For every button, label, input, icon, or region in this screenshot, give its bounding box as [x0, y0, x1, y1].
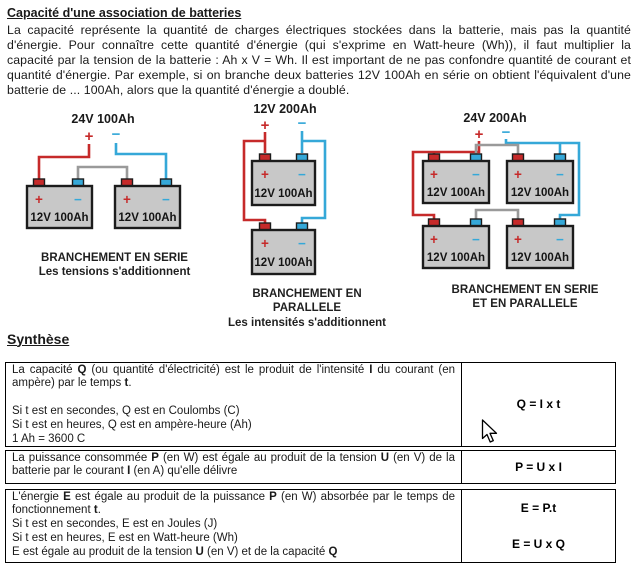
pack-rating-label: 12V 200Ah: [253, 101, 317, 116]
pack-rating-label: 24V 200Ah: [463, 110, 527, 125]
minus-symbol: −: [556, 231, 564, 247]
formula: P = U x I: [515, 459, 562, 474]
battery-label: 12V 100Ah: [254, 256, 313, 269]
minus-symbol: −: [501, 123, 511, 141]
energy-description-cell: L'énergie E est égale au produit de la puissance P (en W) absorbée par le temps de fonctionnement t. Si t est en secondes, E est en Joules (J) Si t est en heures, E est en Watt-heure (Wh) E est égale au produit de la tension U (en V) et de la capacité Q: [5, 489, 462, 563]
power-description-cell: La puissance consommée P (en W) est égale au produit de la tension U (en V) de la batterie par le courant I (en A) qu'elle délivre: [5, 450, 462, 484]
document-title: Capacité d'une association de batteries: [7, 6, 242, 20]
plus-symbol: +: [474, 125, 484, 143]
minus-symbol: −: [162, 191, 170, 207]
battery-label: 12V 100Ah: [30, 211, 89, 224]
caption-line: BRANCHEMENT EN SERIE: [41, 251, 188, 264]
parallel-diagram: [218, 101, 396, 331]
minus-symbol: −: [297, 114, 307, 132]
minus-symbol: −: [74, 191, 82, 207]
caption-line: ET EN PARALLELE: [472, 298, 578, 311]
diagram-caption: [17, 251, 212, 280]
capacity-description-cell: La capacité Q (ou quantité d'électricité) est le produit de l'intensité I du courant (en ampère) par le temps t. Si t est en secondes, Q est en Coulombs (C) Si t est en heures, Q est en ampère-heure (Ah) 1 Ah = 3600 C: [5, 362, 462, 447]
minus-symbol: −: [111, 125, 121, 143]
table-row-capacity: [5, 362, 616, 447]
battery-label: 12V 100Ah: [254, 187, 313, 200]
series-parallel-diagram: [405, 111, 639, 312]
minus-symbol: −: [472, 166, 480, 182]
formula: E = P.t: [520, 500, 557, 515]
plus-symbol: +: [260, 116, 270, 134]
intro-paragraph: La capacité représente la quantité de charges électriques stockées dans la batterie, mais pas la quantité d'énergie. Pour connaître cette quantité d'énergie (qui s'exprime en Watt-heure (Wh)), il faut multiplier la capacité par la tension de la batterie : Ah x V = Wh. Il est important de ne pas confondre quantité de courant et quantité d'énergie. Par exemple, si on branche deux batteries 12V 100Ah en série on obtient l'équivalent d'une batterie de ... 100Ah, alors que la quantité d'énergie a doublé.: [7, 23, 631, 97]
plus-symbol: +: [430, 231, 438, 247]
caption-line: Les intensités s'additionnent: [227, 316, 386, 329]
plus-symbol: +: [84, 127, 94, 145]
plus-symbol: +: [430, 166, 438, 182]
plus-symbol: +: [261, 235, 269, 251]
series-diagram: [17, 109, 212, 280]
battery-diagrams: [7, 101, 631, 329]
formula: Q = I x t: [516, 397, 561, 412]
series-link-wire: [476, 210, 518, 220]
battery-label: 12V 100Ah: [426, 186, 486, 199]
energy-formula-cell: [462, 489, 616, 563]
plus-symbol: +: [514, 231, 522, 247]
synthesis-table: [5, 362, 616, 563]
mouse-cursor-icon: [481, 419, 501, 445]
caption-line: BRANCHEMENT EN SERIE: [451, 283, 599, 296]
caption-line: BRANCHEMENT EN PARALLELE: [252, 287, 362, 315]
minus-symbol: −: [298, 166, 306, 182]
plus-symbol: +: [514, 166, 522, 182]
positive-wire: [39, 144, 89, 180]
series-link-wire: [78, 167, 127, 180]
series-link-wire: [476, 145, 518, 155]
diagram-caption: [405, 283, 639, 312]
diagram-caption: [218, 287, 396, 331]
synthese-heading: Synthèse: [7, 330, 70, 347]
plus-symbol: +: [261, 166, 269, 182]
table-row-power: [5, 450, 616, 484]
battery-label: 12V 100Ah: [510, 186, 570, 199]
series-parallel-diagram-svg: [405, 111, 639, 279]
parallel-diagram-svg: [218, 101, 396, 285]
battery-label: 12V 100Ah: [426, 251, 486, 264]
minus-symbol: −: [298, 235, 306, 251]
plus-symbol: +: [35, 191, 43, 207]
battery-label: 12V 100Ah: [118, 211, 177, 224]
minus-symbol: −: [556, 166, 564, 182]
battery-label: 12V 100Ah: [510, 251, 570, 264]
table-row-energy: [5, 489, 616, 563]
plus-symbol: +: [123, 191, 131, 207]
minus-symbol: −: [472, 231, 480, 247]
formula: E = U x Q: [511, 536, 566, 551]
negative-wire: [116, 143, 166, 180]
pack-rating-label: 24V 100Ah: [71, 111, 135, 126]
caption-line: Les tensions s'additionnent: [38, 266, 191, 279]
series-diagram-svg: [17, 109, 212, 249]
power-formula-cell: [462, 450, 616, 484]
